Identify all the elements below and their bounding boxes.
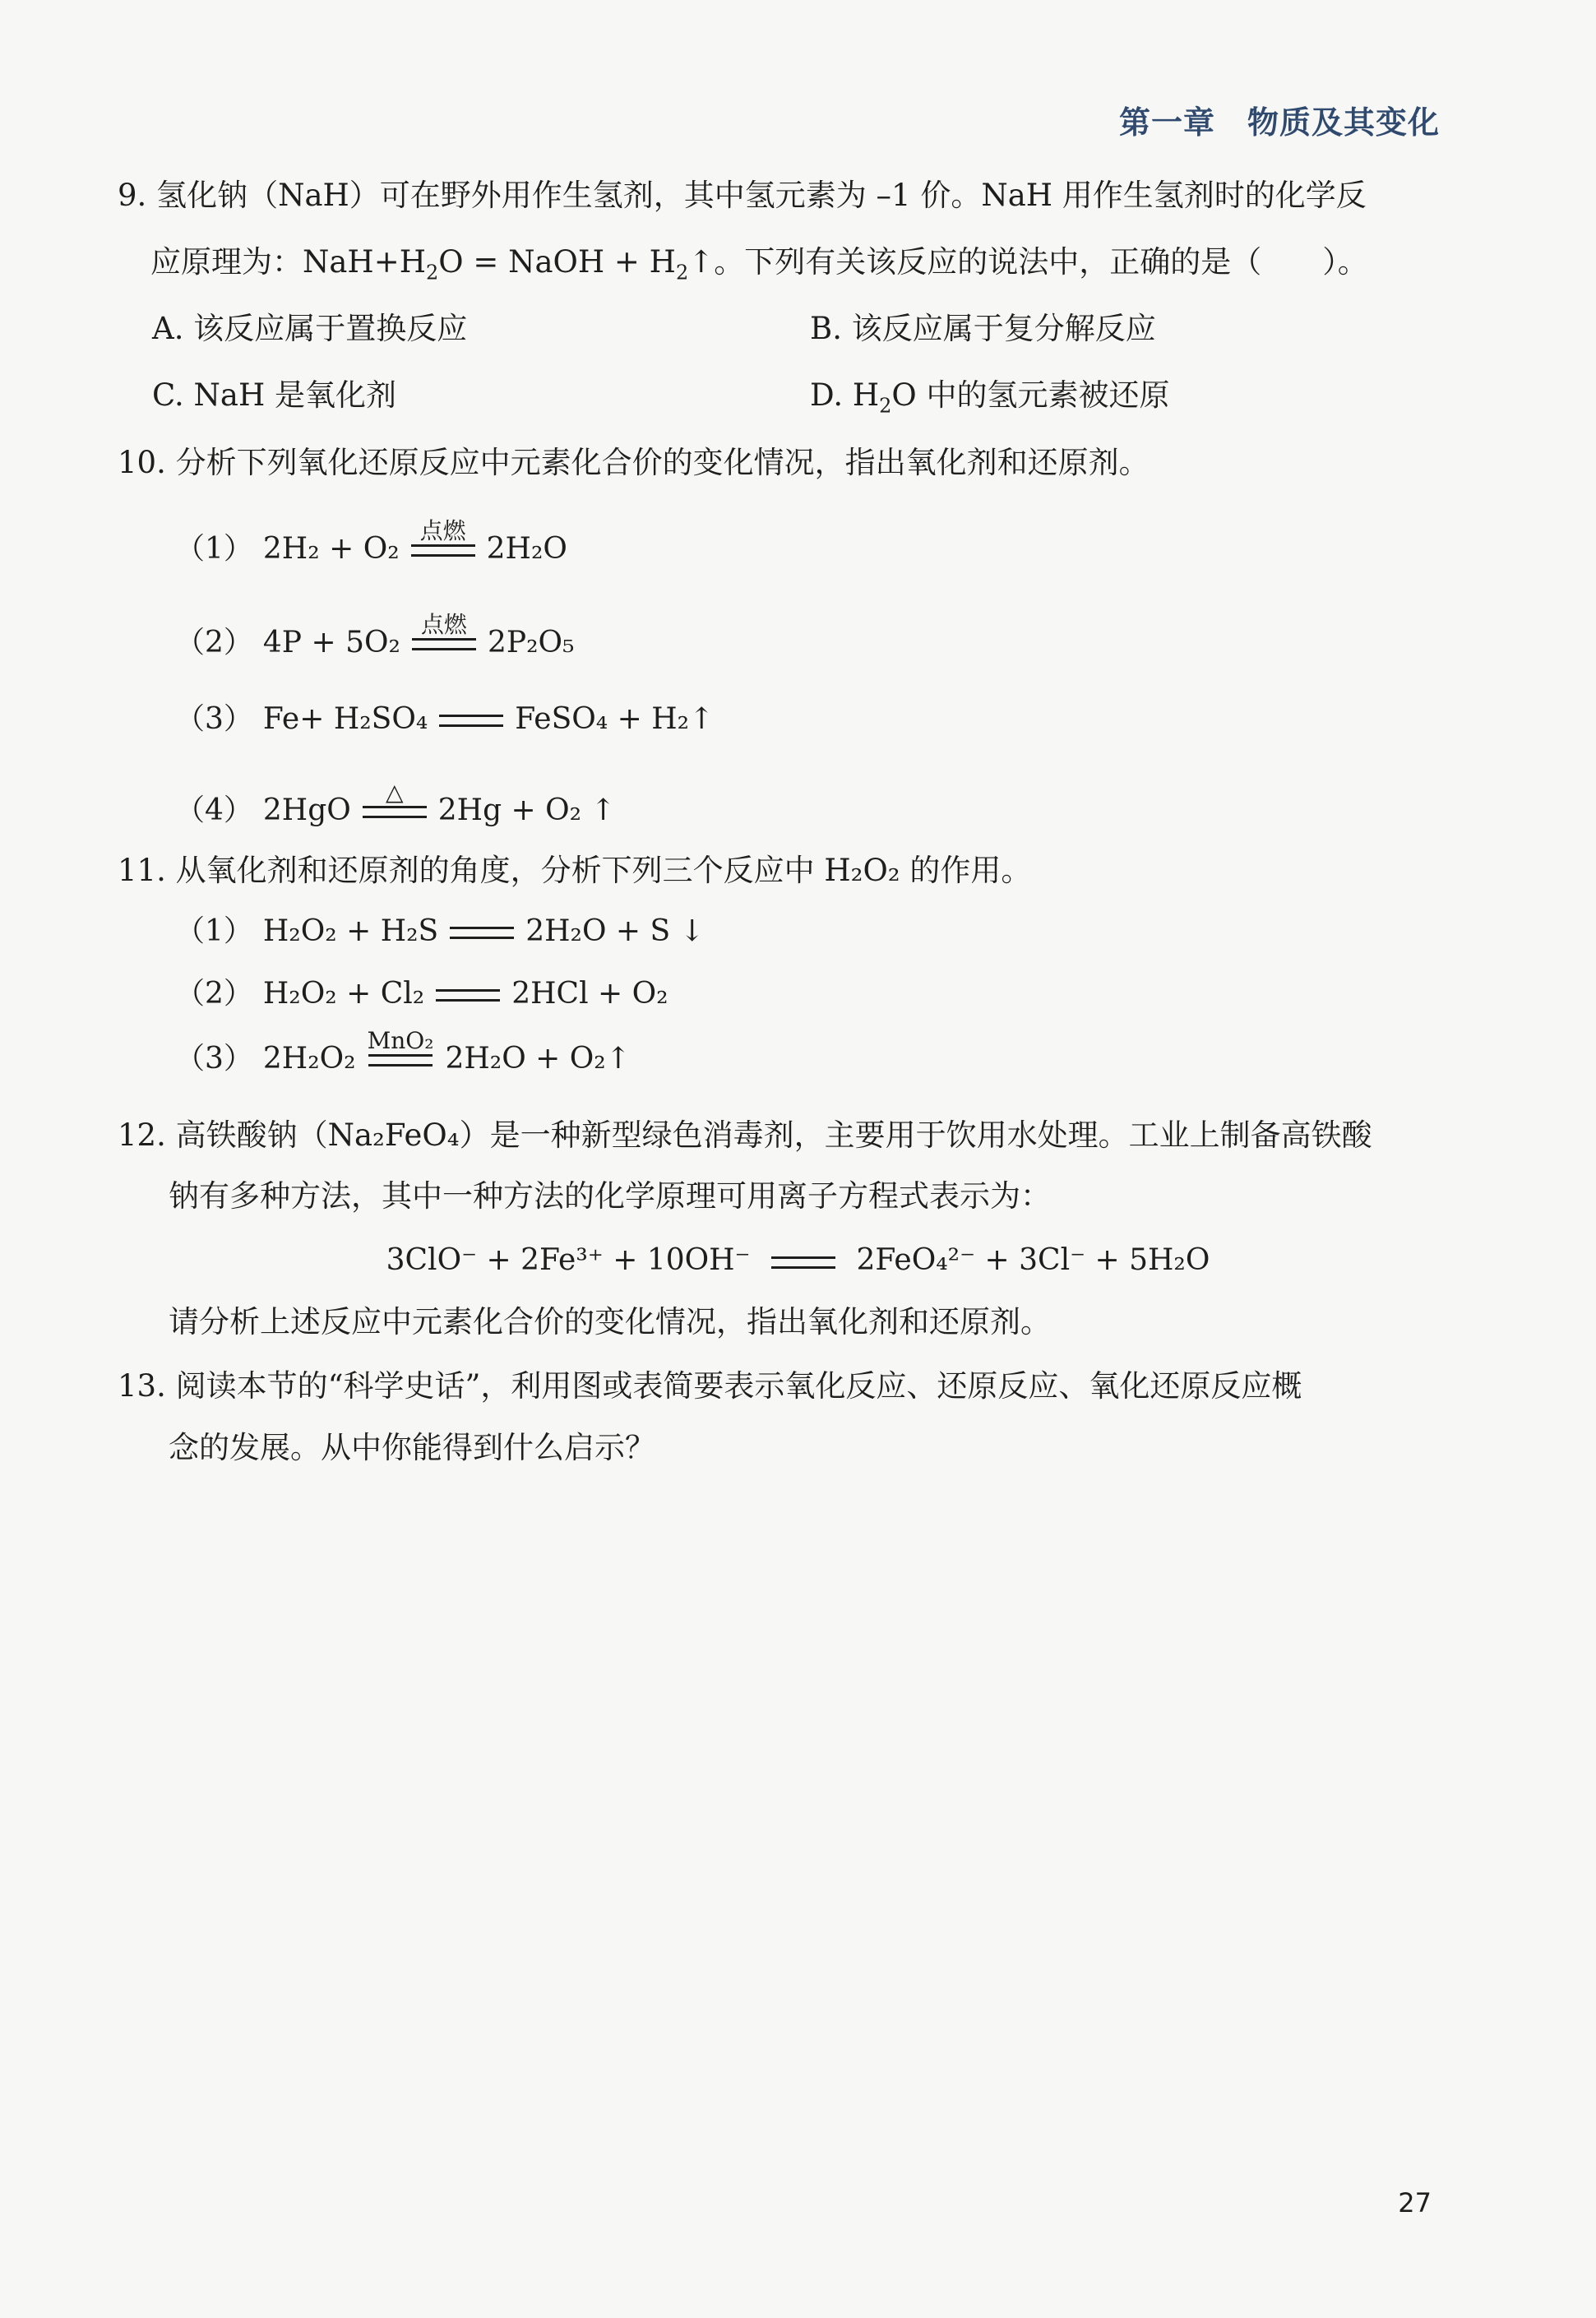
eq-right: FeSO₄ + H₂↑ <box>515 702 715 736</box>
q9-option-d-sub: 2 <box>879 394 892 418</box>
q11-stem: 11. 从氧化剂和还原剂的角度，分析下列三个反应中 H₂O₂ 的作用。 <box>118 853 1032 888</box>
eq-right: 2FeO₄²⁻ + 3Cl⁻ + 5H₂O <box>856 1243 1210 1277</box>
q11-equation-3 <box>175 1028 631 1078</box>
eq-label: （4） <box>175 793 253 827</box>
eq-left: 4P + 5O₂ <box>262 626 400 659</box>
double-bar <box>771 1256 835 1269</box>
q9-sub-a: 2 <box>425 261 439 285</box>
q9-line2 <box>150 243 1368 291</box>
eq-label: （3） <box>175 702 253 736</box>
q11-equation-2 <box>175 975 668 1013</box>
reaction-condition <box>368 1028 434 1078</box>
q10-equation-1 <box>175 518 567 568</box>
reaction-condition <box>363 780 427 830</box>
q9-line2-b: O = NaOH + H <box>438 244 676 280</box>
q13-line2: 念的发展。从中你能得到什么启示？ <box>169 1430 655 1465</box>
double-bar <box>411 544 475 557</box>
eq-left: 2H₂ + O₂ <box>262 532 400 566</box>
double-bar <box>363 806 427 818</box>
eq-label: （3） <box>175 1042 253 1076</box>
q9-line2-a: 应原理为：NaH+H <box>150 244 426 280</box>
q9-sub-b: 2 <box>675 261 689 285</box>
eq-left: H₂O₂ + Cl₂ <box>262 977 425 1011</box>
eq-label: （2） <box>175 626 253 659</box>
eq-left: 2HgO <box>262 793 351 827</box>
q10-equation-2 <box>175 612 574 662</box>
q12-line1: 12. 高铁酸钠（Na₂FeO₄）是一种新型绿色消毒剂，主要用于饮用水处理。工业上制备高铁酸 <box>118 1117 1372 1153</box>
double-bar <box>436 989 500 1002</box>
eq-right: 2H₂O + S ↓ <box>525 914 705 948</box>
q9-option-c: C. NaH 是氧化剂 <box>152 377 396 413</box>
double-bar <box>412 638 476 650</box>
q9-line1: 9. 氢化钠（NaH）可在野外用作生氢剂，其中氢元素为 –1 价。NaH 用作生氢剂时的化学反 <box>118 178 1367 213</box>
double-bar <box>368 1054 433 1066</box>
condition-text: △ <box>385 779 404 806</box>
q9-option-d <box>810 377 1170 424</box>
condition-text: 点燃 <box>419 517 466 544</box>
q13-line1: 13. 阅读本节的“科学史话”，利用图或表简要表示氧化反应、还原反应、氧化还原反应概 <box>118 1368 1302 1404</box>
q9-option-b: B. 该反应属于复分解反应 <box>810 311 1156 346</box>
q11-equation-1 <box>175 913 705 951</box>
q10-equation-4 <box>175 780 616 830</box>
q9-option-d-post: O 中的氢元素被还原 <box>891 377 1170 413</box>
double-bar <box>450 927 514 939</box>
eq-label: （2） <box>175 977 253 1011</box>
q12-line3: 请分析上述反应中元素化合价的变化情况，指出氧化剂和还原剂。 <box>169 1304 1051 1339</box>
eq-right: 2P₂O₅ <box>487 626 575 659</box>
eq-left: Fe+ H₂SO₄ <box>262 702 428 736</box>
eq-left: 2H₂O₂ <box>262 1042 356 1076</box>
reaction-condition <box>411 518 475 568</box>
q12-ionic-equation <box>0 1242 1596 1279</box>
q9-option-d-pre: D. H <box>810 377 880 413</box>
double-bar <box>439 715 503 727</box>
condition-text: 点燃 <box>420 611 467 638</box>
q9-line2-c: ↑。下列有关该反应的说法中，正确的是（ ）。 <box>688 244 1368 280</box>
q9-option-a: A. 该反应属于置换反应 <box>152 311 468 346</box>
reaction-condition <box>412 612 476 662</box>
eq-left: 3ClO⁻ + 2Fe³⁺ + 10OH⁻ <box>386 1243 751 1277</box>
eq-right: 2Hg + O₂ ↑ <box>437 793 616 827</box>
eq-right: 2H₂O + O₂↑ <box>445 1042 631 1076</box>
q10-equation-3 <box>175 701 714 738</box>
eq-right: 2HCl + O₂ <box>511 977 668 1011</box>
q12-line2: 钠有多种方法，其中一种方法的化学原理可用离子方程式表示为： <box>169 1178 1051 1214</box>
eq-label: （1） <box>175 532 253 566</box>
eq-left: H₂O₂ + H₂S <box>262 914 439 948</box>
condition-text: MnO₂ <box>367 1027 434 1054</box>
chapter-header: 第一章 物质及其变化 <box>1118 104 1440 141</box>
page-number: 27 <box>1398 2187 1432 2219</box>
q10-stem: 10. 分析下列氧化还原反应中元素化合价的变化情况，指出氧化剂和还原剂。 <box>118 445 1150 480</box>
eq-right: 2H₂O <box>486 532 567 566</box>
eq-label: （1） <box>175 914 253 948</box>
